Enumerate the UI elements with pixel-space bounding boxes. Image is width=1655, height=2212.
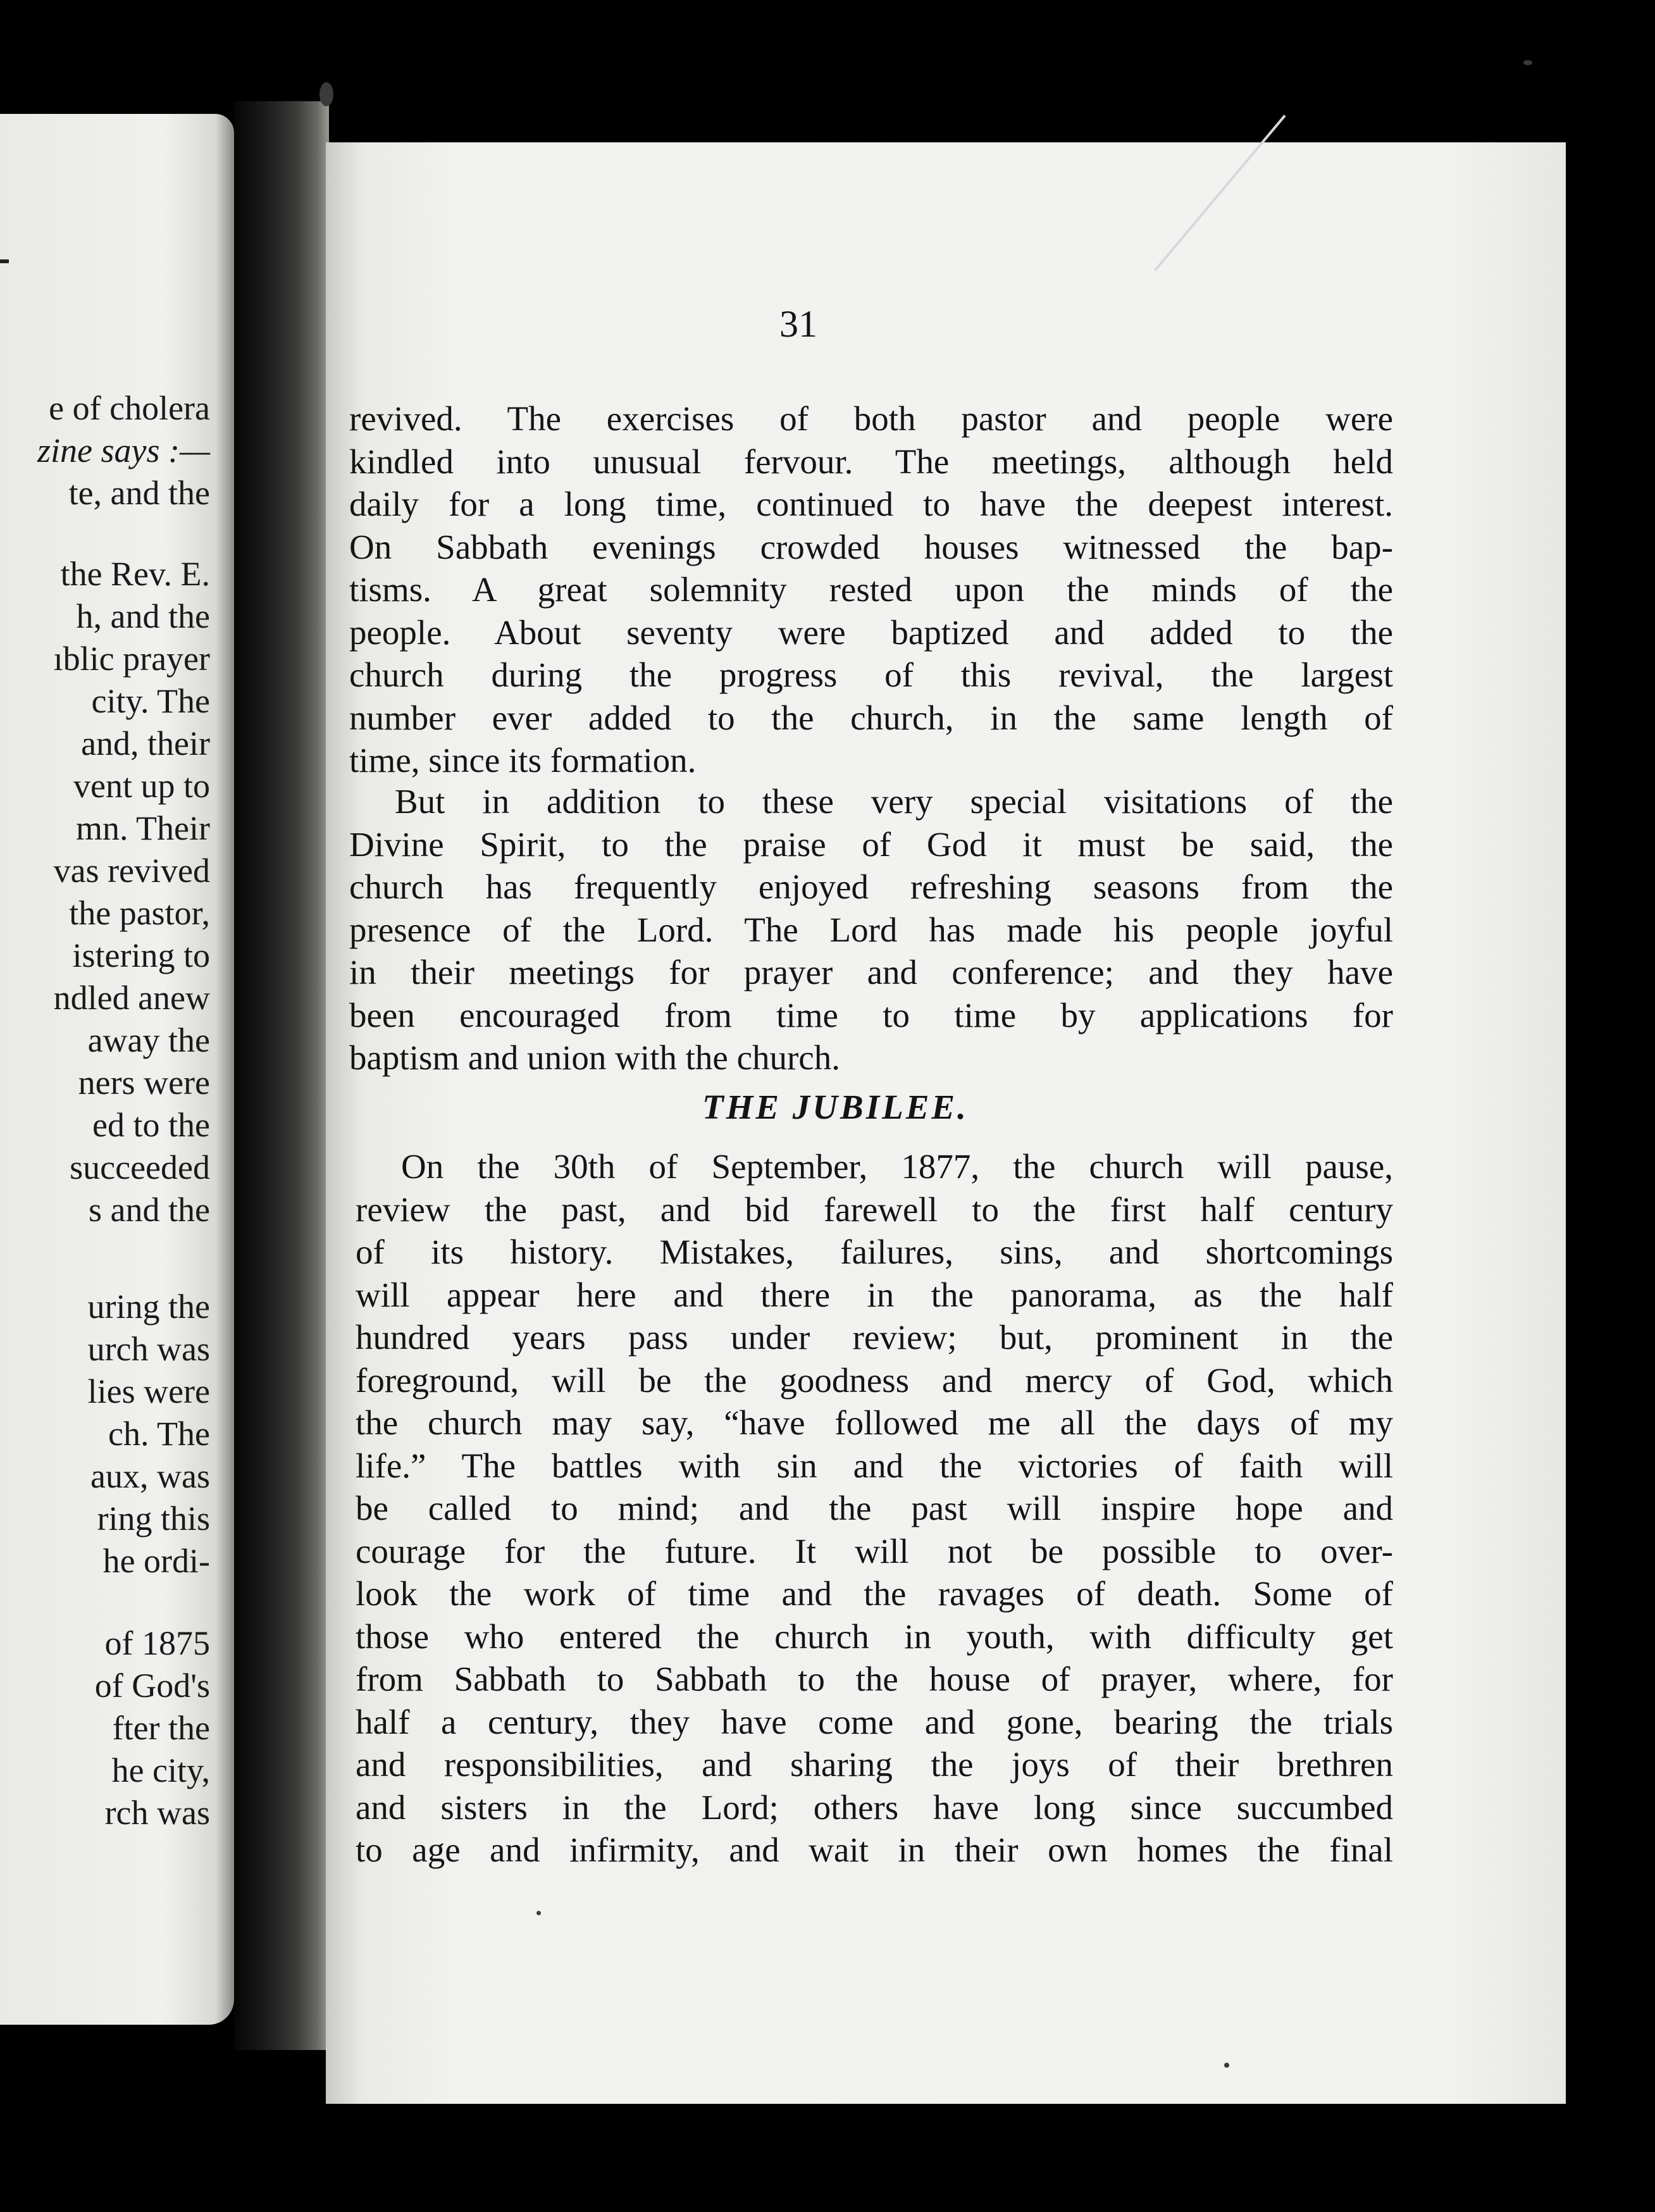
text-line: daily for a long time, continued to have the deepest interest. (349, 485, 1393, 523)
left-page-fragment: e of cholera (49, 389, 210, 427)
left-page-fragment: vent up to (73, 767, 210, 805)
text-line: presence of the Lord. The Lord has made his people joyful (349, 910, 1393, 949)
text-line: number ever added to the church, in the same length of (349, 698, 1393, 737)
left-page-fragment: of God's (94, 1667, 210, 1705)
text-line: from Sabbath to Sabbath to the house of prayer, where, for (356, 1660, 1393, 1698)
left-page-fragment: and, their (81, 724, 210, 762)
text-line: and responsibilities, and sharing the joys of their brethren (356, 1745, 1393, 1784)
previous-page (0, 114, 234, 2025)
left-page-fragment: fter the (112, 1709, 210, 1747)
left-page-fragment: mn. Their (76, 809, 210, 847)
text-line: to age and infirmity, and wait in their own homes the final (356, 1830, 1393, 1869)
text-line: of its history. Mistakes, failures, sins, and shortcomings (356, 1233, 1393, 1271)
left-page-fragment: istering to (72, 936, 210, 974)
left-page-dash-mark (0, 259, 9, 263)
left-page-fragment: rch was (104, 1794, 210, 1832)
scan-speck (319, 82, 333, 106)
text-line: church during the progress of this revival, the largest (349, 656, 1393, 694)
text-line: kindled into unusual fervour. The meetings, although held (349, 442, 1393, 481)
left-page-fragment: urch was (87, 1330, 210, 1368)
text-line: been encouraged from time to time by applications for (349, 995, 1393, 1035)
left-page-fragment: the Rev. E. (60, 555, 210, 593)
book-gutter-shadow (234, 101, 329, 2050)
text-line: be called to mind; and the past will inspire hope and (356, 1489, 1393, 1527)
text-line: baptism and union with the church. (349, 1038, 840, 1077)
left-page-fragment: te, and the (68, 474, 210, 512)
text-line: review the past, and bid farewell to the first half century (356, 1190, 1393, 1229)
text-line: courage for the future. It will not be possible to over- (356, 1531, 1393, 1570)
text-line: people. About seventy were baptized and added to the (349, 612, 1393, 652)
paragraph-jubilee (356, 1145, 1393, 1872)
text-line: foreground, will be the goodness and mercy of God, which (356, 1360, 1393, 1400)
left-page-fragment: ners were (78, 1064, 210, 1102)
paragraph-visitations (349, 780, 1393, 1079)
text-line: church has frequently enjoyed refreshing seasons from the (349, 867, 1393, 906)
left-page-fragment: vas revived (53, 852, 210, 890)
paragraph-revival (349, 397, 1393, 782)
scan-speck (1224, 2063, 1229, 2068)
text-line: in their meetings for prayer and conference; and they have (349, 953, 1393, 991)
left-page-fragment: he ordi- (102, 1542, 210, 1580)
text-line: hundred years pass under review; but, prominent in the (356, 1318, 1393, 1357)
text-line: time, since its formation. (349, 741, 697, 780)
left-page-fragment: ıblic prayer (53, 640, 210, 678)
scan-speck (1523, 60, 1532, 65)
text-line: will appear here and there in the panorama, as the half (356, 1275, 1393, 1314)
left-page-fragment: ch. The (108, 1415, 210, 1453)
scan-speck (536, 1911, 541, 1915)
text-line: half a century, they have come and gone, bearing the trials (356, 1702, 1393, 1741)
text-line: look the work of time and the ravages of death. Some of (356, 1574, 1393, 1613)
left-page-fragment: aux, was (90, 1457, 210, 1495)
left-page-fragment: ndled anew (53, 979, 210, 1017)
text-line: On Sabbath evenings crowded houses witnessed the bap- (349, 527, 1393, 566)
left-page-fragment: ring this (97, 1500, 210, 1538)
left-page-fragment: of 1875 (104, 1624, 210, 1662)
text-line: On the 30th of September, 1877, the church will pause, (401, 1147, 1393, 1186)
left-page-fragment: uring the (87, 1288, 210, 1326)
left-page-fragment: h, and the (76, 597, 210, 635)
text-line: and sisters in the Lord; others have long since succumbed (356, 1787, 1393, 1827)
left-page-fragment: city. The (91, 682, 210, 720)
text-line: But in addition to these very special visitations of the (395, 782, 1393, 821)
left-page-fragment: zine says :— (37, 432, 210, 469)
left-page-fragment: s and the (89, 1191, 210, 1229)
page-number: 31 (779, 303, 817, 345)
left-page-fragment: away the (87, 1021, 210, 1059)
text-line: tisms. A great solemnity rested upon the minds of the (349, 570, 1393, 609)
left-page-fragment: succeeded (70, 1148, 210, 1186)
left-page-fragment: ed to the (92, 1106, 210, 1144)
left-page-fragment: the pastor, (69, 894, 210, 932)
left-page-fragment: lies were (87, 1372, 210, 1410)
text-line: life.” The battles with sin and the victories of faith will (356, 1446, 1393, 1485)
text-line: the church may say, “have followed me all the days of my (356, 1403, 1393, 1442)
section-heading: THE JUBILEE. (702, 1088, 969, 1126)
left-page-fragment: he city, (111, 1751, 210, 1789)
text-line: revived. The exercises of both pastor and people were (349, 399, 1393, 438)
text-line: those who entered the church in youth, with difficulty get (356, 1617, 1393, 1656)
text-line: Divine Spirit, to the praise of God it must be said, the (349, 824, 1393, 864)
